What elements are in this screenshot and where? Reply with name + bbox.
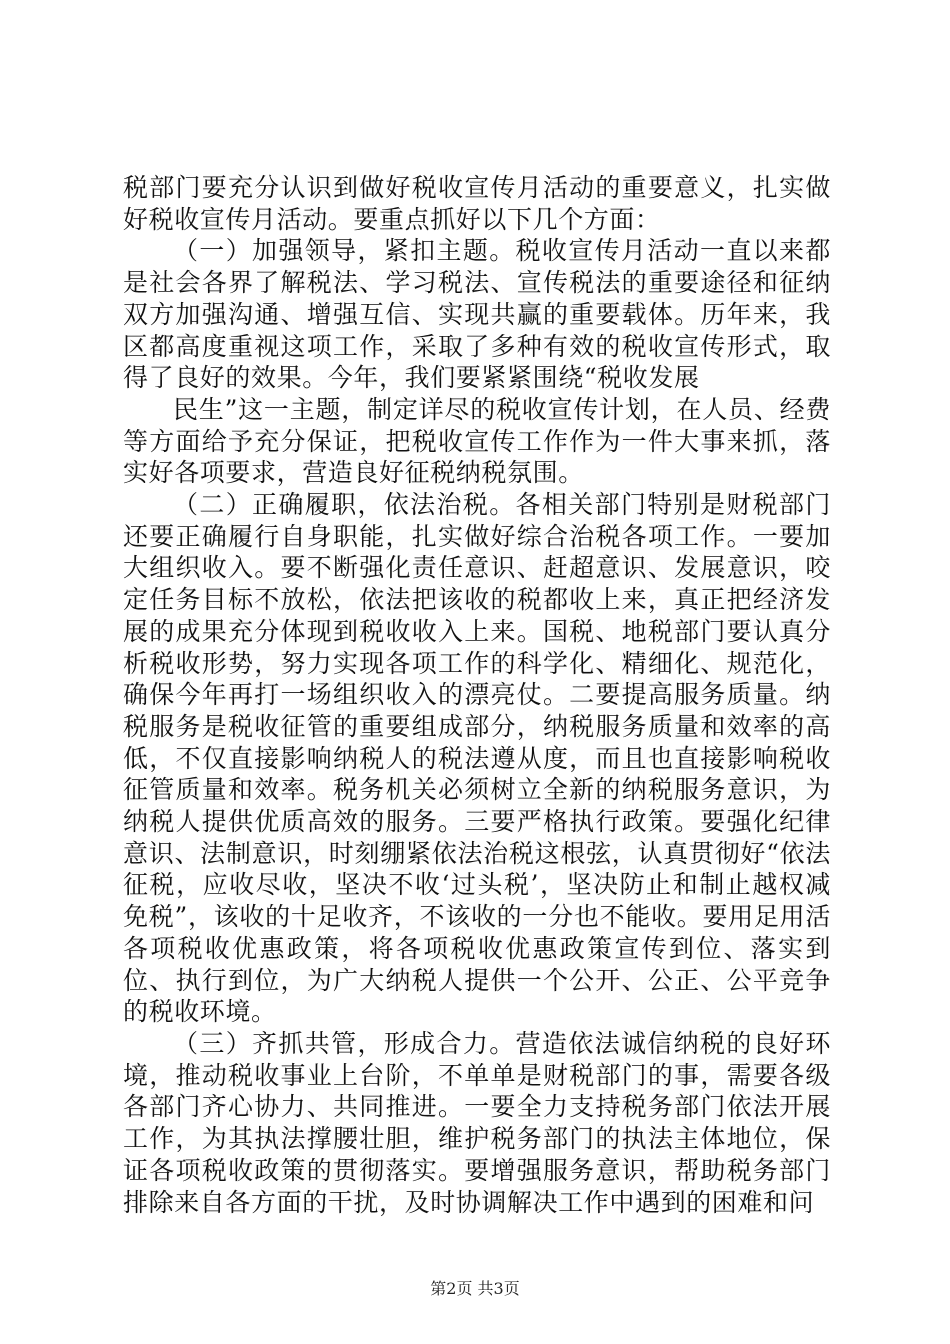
paragraph-section-1-continued: 民生”这一主题，制定详尽的税收宣传计划，在人员、经费等方面给予充分保证，把税收宣传工作作为一件大事来抓，落实好各项要求，营造良好征税纳税氛围。 xyxy=(123,394,831,488)
paragraph-section-2: （二）正确履职，依法治税。各相关部门特别是财税部门还要正确履行自身职能，扎实做好综合治税各项工作。一要加大组织收入。要不断强化责任意识、赶超意识、发展意识，咬定任务目标不放松，依法把该收的税都收上来，真正把经济发展的成果充分体现到税收收入上来。国税、地税部门要认真分析税收形势，努力实现各项工作的科学化、精细化、规范化，确保今年再打一场组织收入的漂亮仗。二要提高服务质量。纳税服务是税收征管的重要组成部分，纳税服务质量和效率的高低，不仅直接影响纳税人的税法遵从度，而且也直接影响税收征管质量和效率。税务机关必须树立全新的纳税服务意识，为纳税人提供优质高效的服务。三要严格执行政策。要强化纪律意识、法制意识，时刻绷紧依法治税这根弦，认真贯彻好“依法征税，应收尽收，坚决不收‘过头税’，坚决防止和制止越权减免税”，该收的十足收齐，不该收的一分也不能收。要用足用活各项税收优惠政策，将各项税收优惠政策宣传到位、落实到位、执行到位，为广大纳税人提供一个公开、公正、公平竞争的税收环境。 xyxy=(123,490,831,1027)
paragraph-section-1: （一）加强领导，紧扣主题。税收宣传月活动一直以来都是社会各界了解税法、学习税法、宣传税法的重要途径和征纳双方加强沟通、增强互信、实现共赢的重要载体。历年来，我区都高度重视这项工作，采取了多种有效的税收宣传形式，取得了良好的效果。今年，我们要紧紧围绕“税收发展 xyxy=(123,236,831,393)
paragraph-section-3: （三）齐抓共管，形成合力。营造依法诚信纳税的良好环境，推动税收事业上台阶，不单单是财税部门的事，需要各级各部门齐心协力、共同推进。一要全力支持税务部门依法开展工作，为其执法撑腰壮胆，维护税务部门的执法主体地位，保证各项税收政策的贯彻落实。要增强服务意识，帮助税务部门排除来自各方面的干扰，及时协调解决工作中遇到的困难和问 xyxy=(123,1028,831,1217)
document-body xyxy=(123,172,831,1218)
paragraph-intro: 税部门要充分认识到做好税收宣传月活动的重要意义，扎实做好税收宣传月活动。要重点抓好以下几个方面： xyxy=(123,173,831,234)
page-footer: 第2页 共3页 xyxy=(430,1279,520,1298)
